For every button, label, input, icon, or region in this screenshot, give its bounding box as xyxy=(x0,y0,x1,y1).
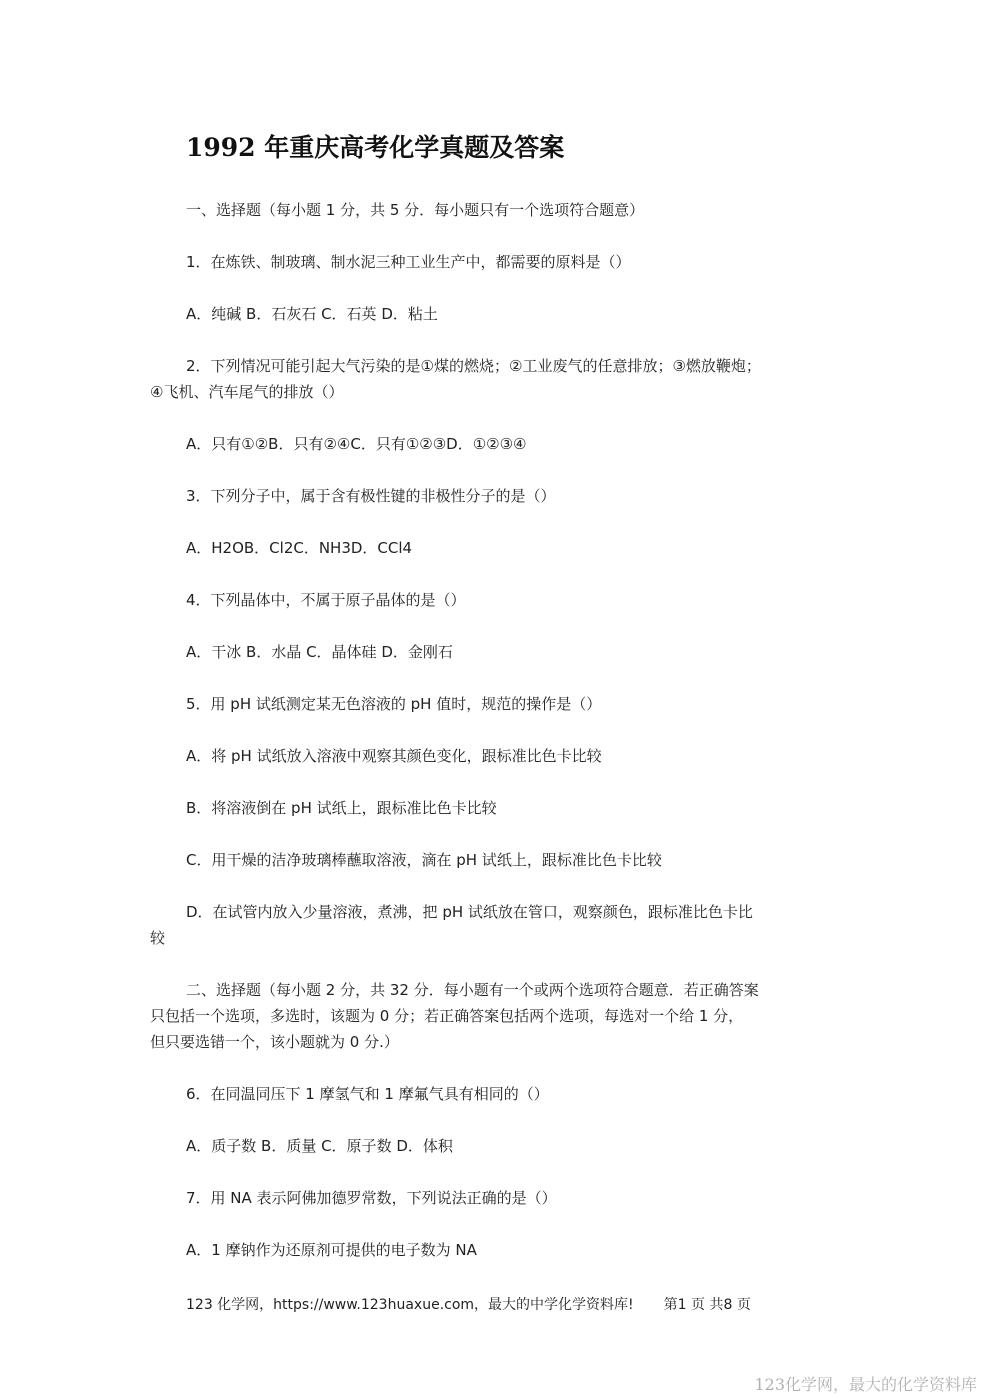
question-2-line2: ④飞机、汽车尾气的排放（） xyxy=(150,383,344,401)
question-4-options: A．干冰 B．水晶 C．晶体硅 D．金刚石 xyxy=(186,643,453,661)
section2-header-line2: 只包括一个选项，多选时，该题为 0 分；若正确答案包括两个选项，每选对一个给 1 分， xyxy=(150,1007,744,1025)
question-7-option-a: A．1 摩钠作为还原剂可提供的电子数为 NA xyxy=(186,1241,477,1259)
question-5-option-d-line2: 较 xyxy=(150,929,166,947)
page-footer xyxy=(186,1294,751,1314)
footer-site-text: 123 化学网，https://www.123huaxue.com，最大的中学化学资料库! xyxy=(186,1297,634,1313)
section2-header-line1: 二、选择题（每小题 2 分，共 32 分．每小题有一个或两个选项符合题意．若正确答案 xyxy=(186,981,759,999)
question-5: 5．用 pH 试纸测定某无色溶液的 pH 值时，规范的操作是（） xyxy=(186,695,602,713)
question-5-option-c: C．用干燥的洁净玻璃棒蘸取溶液，滴在 pH 试纸上，跟标准比色卡比较 xyxy=(186,851,662,869)
question-1-options: A．纯碱 B．石灰石 C．石英 D．粘土 xyxy=(186,305,438,323)
section2-header-line3: 但只要选错一个，该小题就为 0 分.） xyxy=(150,1033,399,1051)
footer-page-number: 第1 页 共8 页 xyxy=(663,1297,751,1313)
question-4: 4．下列晶体中，不属于原子晶体的是（） xyxy=(186,591,466,609)
watermark: 123化学网，最大的化学资料库 xyxy=(754,1375,977,1394)
question-2-options: A．只有①②B．只有②④C．只有①②③D．①②③④ xyxy=(186,435,527,453)
question-7: 7．用 NA 表示阿佛加德罗常数，下列说法正确的是（） xyxy=(186,1189,557,1207)
question-3: 3．下列分子中，属于含有极性键的非极性分子的是（） xyxy=(186,487,556,505)
section1-header: 一、选择题（每小题 1 分，共 5 分．每小题只有一个选项符合题意） xyxy=(186,201,645,219)
question-2-line1: 2．下列情况可能引起大气污染的是①煤的燃烧；②工业废气的任意排放；③燃放鞭炮； xyxy=(186,357,761,375)
question-6: 6．在同温同压下 1 摩氢气和 1 摩氟气具有相同的（） xyxy=(186,1085,549,1103)
question-5-option-b: B．将溶液倒在 pH 试纸上，跟标准比色卡比较 xyxy=(186,799,497,817)
question-5-option-d-line1: D．在试管内放入少量溶液，煮沸，把 pH 试纸放在管口，观察颜色，跟标准比色卡比 xyxy=(186,903,753,921)
question-1: 1．在炼铁、制玻璃、制水泥三种工业生产中，都需要的原料是（） xyxy=(186,253,631,271)
question-5-option-a: A．将 pH 试纸放入溶液中观察其颜色变化，跟标准比色卡比较 xyxy=(186,747,602,765)
question-6-options: A．质子数 B．质量 C．原子数 D．体积 xyxy=(186,1137,453,1155)
document-title: 1992 年重庆高考化学真题及答案 xyxy=(186,133,565,162)
question-3-options: A．H2OB．Cl2C．NH3D．CCl4 xyxy=(186,539,413,557)
